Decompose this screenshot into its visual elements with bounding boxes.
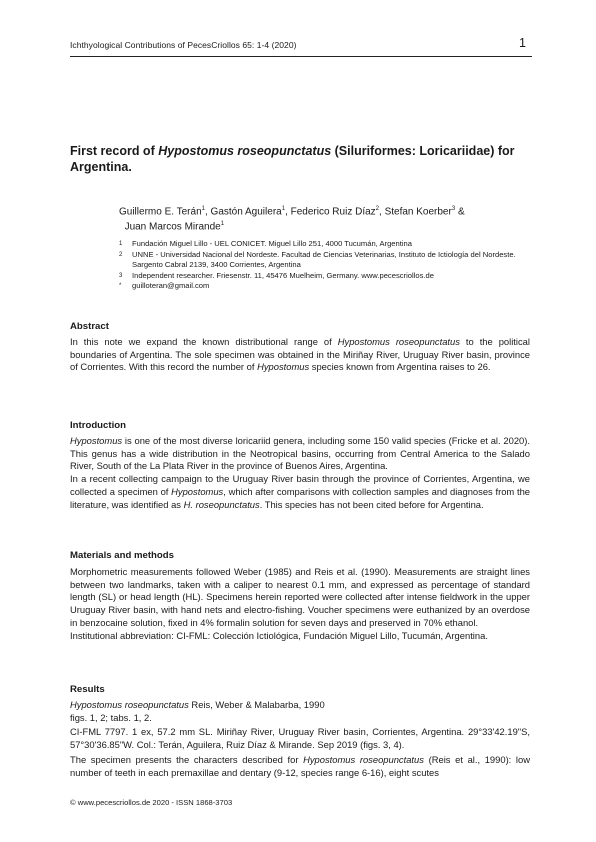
text-run: , which after comparisons with collection samples and diagnoses from the literature, was identified as bbox=[70, 485, 531, 510]
author-list: Guillermo E. Terán$^1$, Gastón Aguilera$^1$, Federico Ruiz Díaz$^2$, Stefan Koerber$^3$ & Juan Marcos Mirande$^1$ bbox=[119, 206, 465, 233]
text-run: In a recent collecting campaign to the Uruguay River basin through the province of Corrientes, Argentina, we collected a specimen of bbox=[70, 473, 530, 497]
title-part1: First record of bbox=[70, 144, 159, 158]
species-account-title bbox=[70, 699, 530, 712]
introduction-heading: Introduction bbox=[70, 420, 126, 431]
methods-paragraph: Morphometric measurements followed Weber (1985) and Reis et al. (1990). Measurements are straight lines between two landmarks, taken with a caliper to nearest 0.1 mm, and expressed as percentage of standard length (SL) or head length (HL). Specimens herein reported were collected after intense fieldwork in the upper Uruguay River basin, with hand nets and electro-fishing. Voucher specimens were euthanized by an overdose in benzocaine solution, fixed in 4% formalin solution for seven days and preserved in 70% ethanol. bbox=[70, 566, 530, 628]
article-title bbox=[70, 143, 530, 175]
abstract-paragraph bbox=[70, 336, 530, 374]
author-affiliation-mark: 1 bbox=[281, 206, 286, 212]
species-authority: Reis, Weber & Malabarba, 1990 bbox=[188, 699, 325, 710]
affiliation-number: 2 bbox=[119, 251, 123, 258]
introduction-paragraph bbox=[70, 435, 530, 473]
affiliation-text: Independent researcher. Friesenstr. 11, 45476 Muelheim, Germany. www.pecescriollos.de bbox=[132, 270, 434, 280]
running-header bbox=[70, 36, 530, 54]
species-name: Hypostomus roseopunctatus bbox=[337, 336, 460, 347]
methods-heading: Materials and methods bbox=[70, 550, 174, 561]
author-affiliation-mark: 2 bbox=[375, 206, 379, 212]
species-name: Hypostomus roseopunctatus bbox=[303, 753, 424, 765]
affiliation-list bbox=[119, 239, 539, 292]
results-paragraph bbox=[70, 754, 530, 779]
author-name: Federico Ruiz Díaz bbox=[290, 206, 376, 218]
text-run: The specimen presents the characters described for bbox=[70, 753, 304, 765]
affiliation-number: * bbox=[119, 283, 122, 289]
affiliation-number: 3 bbox=[119, 272, 123, 279]
introduction-paragraph bbox=[70, 473, 530, 511]
affiliation-item bbox=[119, 281, 539, 292]
text-run: species known from Argentina raises to 26. bbox=[309, 361, 491, 373]
genus-name: Hypostomus bbox=[70, 435, 123, 446]
header-rule bbox=[70, 56, 532, 57]
abstract-heading: Abstract bbox=[70, 321, 109, 332]
title-part2: (Siluriformes: Loricariidae) for Argentina. bbox=[70, 144, 515, 174]
author-name: Gastón Aguilera bbox=[210, 206, 282, 218]
affiliation-number: 1 bbox=[119, 241, 123, 247]
page-number: 1 bbox=[519, 36, 526, 50]
methods-paragraph: Institutional abbreviation: CI-FML: Colección Ictiológica, Fundación Miguel Lillo, Tucumán, Argentina. bbox=[70, 629, 488, 641]
affiliation-item bbox=[119, 250, 539, 271]
author-name: Guillermo E. Terán bbox=[119, 206, 202, 218]
affiliation-text: Fundación Miguel Lillo - UEL CONICET. Miguel Lillo 251, 4000 Tucumán, Argentina bbox=[132, 239, 412, 248]
figure-reference: figs. 1, 2; tabs. 1, 2. bbox=[70, 711, 152, 723]
affiliation-email[interactable]: guilloteran@gmail.com bbox=[132, 281, 210, 290]
author-affiliation-mark: 1 bbox=[201, 206, 205, 212]
results-body bbox=[70, 699, 530, 779]
affiliation-text: UNNE - Universidad Nacional del Nordeste. Facultad de Ciencias Veterinarias, Instituto de Ictiología del Nordeste. Sargento Cabral 2139, 3400 Corrientes, Argentina bbox=[132, 249, 516, 269]
text-run: (Reis et al., 1990): low number of teeth in each premaxillae and dentary (9-12, species range 6-16), eight scutes bbox=[70, 753, 530, 778]
title-species: Hypostomus roseopunctatus bbox=[158, 144, 332, 158]
journal-citation: Ichthyological Contributions of PecesCriollos 65: 1-4 (2020) bbox=[70, 40, 297, 50]
author-name: Stefan Koerber bbox=[384, 206, 452, 218]
species-name: H. roseopunctatus bbox=[183, 498, 260, 510]
page-footer: © www.pecescriollos.de 2020 - ISSN 1868-3703 bbox=[70, 798, 233, 807]
author-affiliation-mark: 3 bbox=[451, 206, 456, 212]
abstract-body bbox=[70, 336, 530, 374]
genus-name: Hypostomus bbox=[257, 361, 310, 373]
text-run: is one of the most diverse loricariid genera, including some 150 valid species (Fricke et al. 2020). This genus has a wide distribution in the Neotropical basins, occurring from Central America to the Salado River, South of the La Plata River in the province of Buenos Aires, Argentina. bbox=[70, 435, 530, 472]
genus-name: Hypostomus bbox=[171, 485, 224, 497]
introduction-body bbox=[70, 435, 530, 511]
results-heading: Results bbox=[70, 684, 105, 695]
author-name: Juan Marcos Mirande bbox=[124, 221, 221, 233]
species-name: Hypostomus roseopunctatus bbox=[70, 699, 189, 710]
affiliation-item bbox=[119, 271, 539, 282]
text-run: In this note we expand the known distributional range of bbox=[70, 336, 338, 347]
text-run: to the political boundaries of Argentina. The sole specimen was obtained in the Miriñay River, Uruguay River basin, province of Corrientes. With this record the number of bbox=[70, 336, 530, 373]
affiliation-item bbox=[119, 239, 539, 250]
author-affiliation-mark: 1 bbox=[220, 221, 225, 228]
text-run: . This species has not been cited before for Argentina. bbox=[259, 498, 484, 510]
material-examined: CI-FML 7797. 1 ex, 57.2 mm SL. Miriñay River, Uruguay River basin, Corrientes, Argentina. 29°33'42.19"S, 57°30'36.85"W. Col.: Terán, Aguilera, Ruiz Díaz & Mirande. Sep 2019 (figs. 3, 4). bbox=[70, 726, 530, 751]
methods-body bbox=[70, 566, 530, 642]
